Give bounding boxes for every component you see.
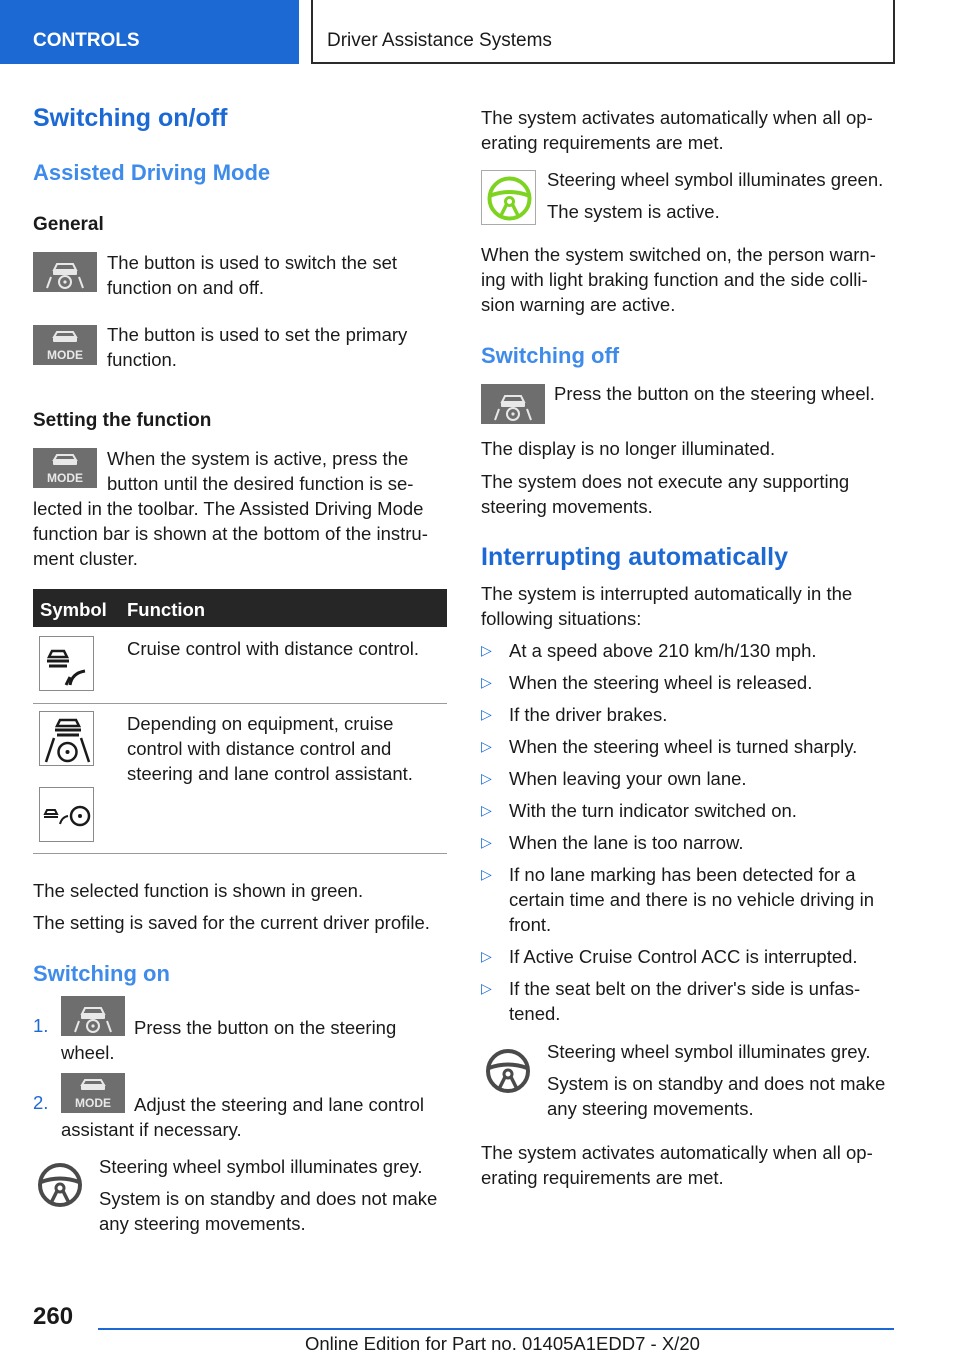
bullet-marker: ▷: [481, 802, 492, 818]
col-function: Function: [127, 599, 206, 620]
heading-switching-on-off: Switching on/off: [33, 104, 228, 132]
bullet-marker: ▷: [481, 866, 492, 882]
bullet-marker: ▷: [481, 980, 492, 996]
text-line: any steering movements.: [547, 1098, 754, 1119]
off-press-text: Press the button on the steering wheel.: [554, 383, 875, 404]
bullet-item: [509, 798, 797, 823]
step-2-number: 2.: [33, 1092, 49, 1113]
page-number: 260: [33, 1303, 74, 1330]
bullet-marker: ▷: [481, 706, 492, 722]
selected-green-text: The selected function is shown in green.: [33, 880, 364, 901]
mode-label: MODE: [47, 471, 83, 485]
when-on-text: [481, 242, 876, 317]
text-line: following situations:: [481, 608, 642, 629]
table-bottom-rule: [33, 853, 447, 854]
text-line: function bar is shown at the bottom of the instru-: [33, 523, 428, 544]
text-line: If no lane marking has been detected for a: [509, 864, 856, 885]
off-text-1: The display is no longer illuminated.: [481, 438, 776, 459]
bullet-item: [509, 734, 857, 759]
text-line: function on and off.: [107, 277, 265, 298]
auto-activate-text-2: [481, 1140, 873, 1190]
heading-assisted-driving-mode: Assisted Driving Mode: [33, 160, 271, 185]
text-line: erating requirements are met.: [481, 132, 724, 153]
saved-profile-text: The setting is saved for the current driver profile.: [33, 912, 430, 933]
green-steering-wheel-icon: [481, 170, 536, 225]
step-1-text: Press the button on the steering: [134, 1017, 397, 1038]
step-1-number: 1.: [33, 1015, 49, 1036]
col-symbol: Symbol: [40, 599, 107, 620]
step-2-text: Adjust the steering and lane control: [134, 1094, 425, 1115]
text-line: certain time and there is no vehicle driving in: [509, 889, 875, 910]
text-line: The system does not execute any supporting: [481, 471, 850, 492]
text-line: When the lane is too narrow.: [509, 832, 744, 853]
step-2-text-cont: assistant if necessary.: [61, 1119, 242, 1140]
bullet-item: [509, 944, 858, 969]
text-line: erating requirements are met.: [481, 1167, 724, 1188]
assist-button-icon: [481, 384, 545, 424]
bullet-marker: ▷: [481, 738, 492, 754]
bullet-marker: ▷: [481, 948, 492, 964]
green-text-2: The system is active.: [547, 201, 720, 222]
green-text-1: Steering wheel symbol illuminates green.: [547, 169, 884, 190]
table-row1-function: Cruise control with distance control.: [127, 638, 420, 659]
bullet-item: [509, 670, 812, 695]
mode-button-icon: [61, 1073, 125, 1113]
grey-steering-wheel-icon: [483, 1046, 533, 1101]
text-line: Depending on equipment, cruise: [127, 713, 394, 734]
bullet-item: [509, 862, 874, 937]
text-line: tened.: [509, 1003, 561, 1024]
text-line: When the steering wheel is released.: [509, 672, 813, 693]
text-line: When leaving your own lane.: [509, 768, 747, 789]
bullet-marker: ▷: [481, 770, 492, 786]
text-line: ing with light braking function and the side colli-: [481, 269, 868, 290]
table-row-divider: [33, 703, 447, 704]
text-line: lected in the toolbar. The Assisted Driving Mode: [33, 498, 424, 519]
bullet-item: [509, 976, 860, 1026]
bullet-marker: ▷: [481, 642, 492, 658]
interrupt-intro: [481, 581, 852, 631]
off-text-2: [481, 469, 849, 519]
bullet-item: [509, 830, 743, 855]
text-line: ment cluster.: [33, 548, 138, 569]
text-line: When the system is active, press the: [107, 448, 409, 469]
heading-interrupting-automatically: Interrupting automatically: [481, 543, 788, 571]
text-line: System is on standby and does not make: [99, 1188, 438, 1209]
header-section-tab: [0, 0, 299, 64]
cruise-distance-icon: [39, 636, 94, 691]
grey-text-1-right: Steering wheel symbol illuminates grey.: [547, 1041, 871, 1062]
grey-text-2: [99, 1186, 437, 1236]
auto-activate-text: [481, 105, 873, 155]
general-text-1: [107, 250, 397, 300]
text-line: sion warning are active.: [481, 294, 676, 315]
heading-general: General: [33, 214, 104, 235]
heading-setting-function: Setting the function: [33, 410, 212, 431]
cruise-steering-icon: [39, 711, 94, 766]
text-line: button until the desired function is se-: [107, 473, 414, 494]
header-chapter-label: Driver Assistance Systems: [327, 30, 552, 51]
grey-steering-wheel-icon: [35, 1160, 85, 1215]
header-section-label: CONTROLS: [33, 30, 140, 51]
text-line: steering and lane control assistant.: [127, 763, 413, 784]
header-chapter-box: [311, 0, 895, 64]
text-line: The button is used to set the primary: [107, 324, 408, 345]
text-line: steering movements.: [481, 496, 653, 517]
setting-text-indented: [107, 446, 413, 496]
text-line: With the turn indicator switched on.: [509, 800, 797, 821]
text-line: The system activates automatically when all op-: [481, 1142, 873, 1163]
mode-button-icon: [33, 325, 97, 365]
cruise-wheel-icon: [39, 787, 94, 842]
heading-switching-off: Switching off: [481, 343, 620, 368]
text-line: When the system switched on, the person warn-: [481, 244, 876, 265]
heading-switching-on: Switching on: [33, 961, 170, 986]
footer-rule: [98, 1328, 894, 1330]
grey-text-2-right: [547, 1071, 885, 1121]
text-line: When the steering wheel is turned sharply.: [509, 736, 858, 757]
text-line: any steering movements.: [99, 1213, 306, 1234]
function-table-header: [33, 589, 447, 627]
text-line: The system activates automatically when all op-: [481, 107, 873, 128]
mode-label: MODE: [75, 1096, 111, 1110]
grey-text-1: Steering wheel symbol illuminates grey.: [99, 1156, 423, 1177]
assist-button-icon: [33, 252, 97, 292]
bullet-item: [509, 638, 817, 663]
general-text-2: [107, 322, 407, 372]
edition-text: Online Edition for Part no. 01405A1EDD7 - X/20: [305, 1333, 700, 1354]
mode-label: MODE: [47, 348, 83, 362]
table-row2-function: [127, 711, 413, 786]
text-line: function.: [107, 349, 177, 370]
text-line: The system is interrupted automatically in the: [481, 583, 853, 604]
text-line: At a speed above 210 km/h/130 mph.: [509, 640, 817, 661]
text-line: control with distance control and: [127, 738, 392, 759]
bullet-item: [509, 702, 667, 727]
text-line: If the driver brakes.: [509, 704, 668, 725]
setting-text-full: [33, 496, 428, 571]
text-line: front.: [509, 914, 552, 935]
step-1-text-cont: wheel.: [61, 1042, 115, 1063]
assist-button-icon: [61, 996, 125, 1036]
text-line: If the seat belt on the driver's side is unfas-: [509, 978, 861, 999]
mode-button-icon: [33, 448, 97, 488]
text-line: The button is used to switch the set: [107, 252, 397, 273]
bullet-marker: ▷: [481, 834, 492, 850]
bullet-marker: ▷: [481, 674, 492, 690]
text-line: If Active Cruise Control ACC is interrupted.: [509, 946, 858, 967]
text-line: System is on standby and does not make: [547, 1073, 886, 1094]
bullet-item: [509, 766, 747, 791]
